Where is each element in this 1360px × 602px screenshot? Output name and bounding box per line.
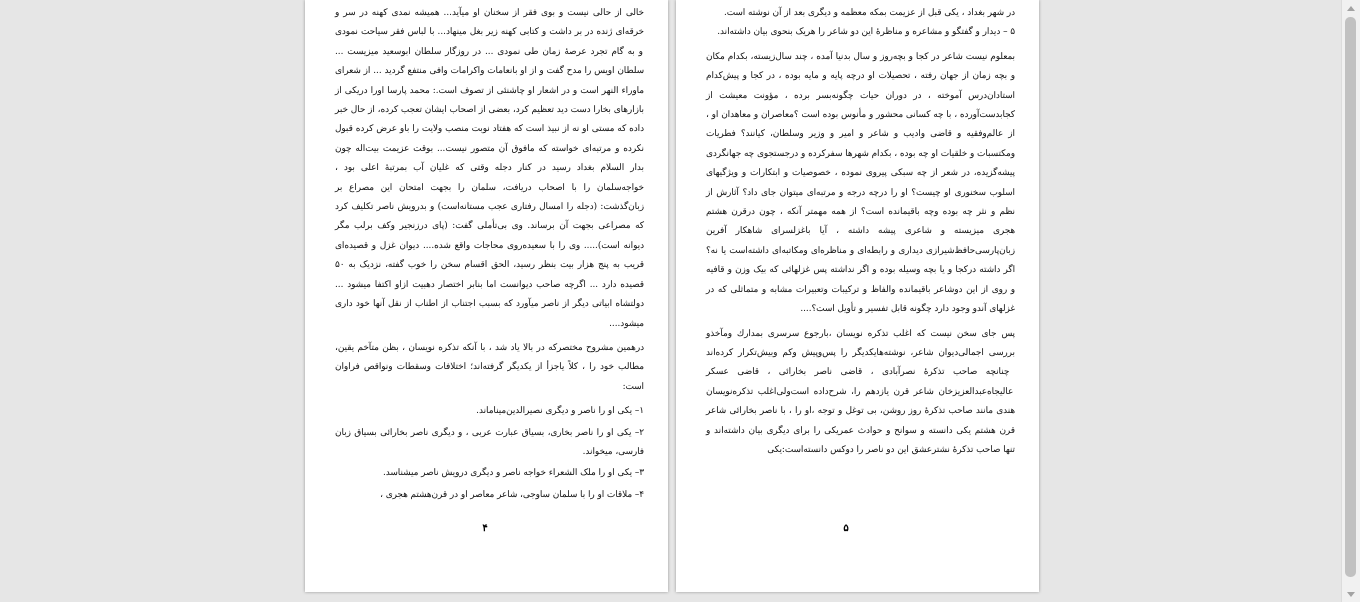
page-number: ۵ <box>843 523 849 534</box>
page-4-text <box>335 4 644 572</box>
text-line: بکدام مکان و بچه زمان از جهان رفته ، تحصیلات او درچه پایه و مایه بوده ، در <box>706 51 1016 82</box>
text-line: وکف برلب مگر دیوانه است)..... وی را با سعیده‌روی محاجات واقع شده.... <box>335 221 644 251</box>
page-5-paragraph-1 <box>706 4 1015 43</box>
text-line: مشابه و متماثلی که در غزلهای آندو وجود دارد چگونه قابل تفسیر و تأویل <box>706 284 1015 315</box>
text-line: داشته‌اند و تنها صاحب تذکرهٔ نشترعشق این دو ناصر را دوکس دانسته‌است:یکی <box>706 425 1015 455</box>
text-line: است. <box>723 8 746 18</box>
text-line: داشته‌اند. <box>717 27 751 38</box>
text-line: گام تجرد عرصهٔ زمان طی نمودی ... در روزگار سلطان ابوسعید میزیست ... <box>335 46 624 57</box>
vertical-scrollbar[interactable] <box>1341 0 1360 602</box>
text-line: ۳– یکی او را ملک الشعراء خواجه ناصر و دیگری درویش ناصر <box>418 468 644 479</box>
text-line: معیشت از کجابدست‌آورده ، با چه کسانی محشور و مأنوس بوده است ؟معاصران <box>706 90 1015 121</box>
text-line: عالیجاه‌عبدالعزیزخان شاعر قرن یازدهم را، شرح‌داده است‌ولی‌اغلب تذکره‌نویسان <box>706 386 1014 397</box>
text-line: ۵ – دیدار و گفتگو و مشاعره و مناظرهٔ این دو شاعر را هریک بنحوی بیان <box>750 27 1015 38</box>
text-line: از حال خبر داده که مستی او نه از نبیذ است که هفتاد نوبت منصب ولایت را باو <box>335 105 644 135</box>
text-line: خوب گفته، نزدیک به ۵۰ قصیده دارد ... اگرچه صاحب دیوانست اما بنابر اختصار <box>335 260 644 290</box>
text-line: درهمین مشروح مختصرکه در بالا یاد شد ، با آنکه تذکره نویسان ، بظن <box>378 342 644 353</box>
text-line: عزیمت بیت‌اله چون بدار السلام بغداد رسید در کنار دجله وقتی که غلیان آب <box>335 143 644 174</box>
scroll-down-arrow-icon[interactable] <box>1342 586 1360 602</box>
text-line: هندی مانند صاحب تذکرهٔ روز روشن، بی توغل و توجه ،او را ، با ناصر بخارائی <box>726 406 1015 417</box>
text-line: آنکه ، چون درقرن هشتم هجری میزیسته و شاعری پیشه داشته ، آیا باغزلسرای <box>706 207 1016 237</box>
text-line: دریکی از بازارهای بخارا دست دید تعظیم کرد، بعضی از اصحاب ایشان تعجب کرده، <box>335 85 644 116</box>
text-line: ومآخذو بررسی اجمالی‌دیوان شاعر، نوشته‌هایکدیگر را پس‌وپیش وکم وبیش‌تکرار <box>706 328 1015 358</box>
page-5-text <box>706 4 1015 572</box>
page-number: ۴ <box>482 523 488 534</box>
text-line: ناصر تکلیف کرد که مصراعی بجهت آن برساند. وی بی‌تأملی گفت: (پای درزنجیر <box>335 202 644 232</box>
scroll-up-arrow-icon[interactable] <box>1342 0 1360 16</box>
text-line: که بیک وزن و قافیه و روی از این دوشاعر باقیمانده والفاظ و ترکیبات وتعبیرات <box>706 265 1015 295</box>
text-line: چه جهانگردی پیشه‌گزیده، در شعر از چه سبکی پیروی نموده ، خصوصیات و <box>706 148 1015 179</box>
list-item <box>335 464 644 483</box>
page-4 <box>305 0 668 592</box>
text-line: بسیاق زبان فارسی، میخواند. <box>335 427 644 457</box>
text-line: شعرای ماوراء النهر است و در اشعار او چاشنئی از تصوف است.: محمد پارسا اورا <box>335 66 644 96</box>
list-item: ۱– یکی او را ناصر و دیگری نصیرالدین‌میناماند. <box>476 406 644 417</box>
text-line: عرض کرده قبول نکرده و مرتبه‌ای خواسته که مافوق آن متصور نیست... بوقت <box>335 124 644 154</box>
page-5 <box>676 0 1039 592</box>
text-line: شاعر قرن هشتم یکی دانسته و سوانح و حوادث عمریکی را برای دیگری بیان <box>706 406 1015 436</box>
page-4-paragraph-2 <box>335 339 644 397</box>
text-line: دهبیت ازاو اکتفا میشود ... دولتشاه ابیاتی دیگر از ناصر میآورد که بسبب اجتناب <box>335 279 644 310</box>
text-line: ونواقص فراوان است: <box>335 362 644 392</box>
text-line: ابتکارات و ویژگیهای اسلوب سخنوری او چیست؟ او را درچه درجه و مرتبه‌ای <box>706 168 1015 198</box>
text-line: کجا و پیش‌کدام استادان‌درس آموخته ، در دوران حیات چگونه‌بسر برده ، مؤونت <box>706 71 1015 101</box>
text-line: بمعلوم نیست شاعر در کجا و بچه‌روز و سال بدنیا آمده ، چند سال‌زیسته، <box>747 51 1015 62</box>
text-line: خالی از حالی نیست و بوی فقر از سخنان او میآید... همیشه نمدی کهنه در سر و خرقه‌ای <box>335 8 644 38</box>
text-line: متآخم یقین، مطالب خود را ، کلاً یاجزأ از یکدیگر گرفته‌اند؛ اختلافات وسقطات <box>335 342 644 373</box>
text-line: و معاهدان او ، از عالم‌وفقیه و قاضی وادیب و شاعر و امیر و وزیر وسلطان، کیانند؟ <box>706 110 1015 140</box>
page-5-paragraph-3 <box>706 325 1015 461</box>
text-line: پس جای سخن نیست که اغلب تذکره نویسان ،بارجوع سرسری بمدارك <box>731 328 1015 339</box>
page-4-paragraph-1 <box>335 4 644 334</box>
text-line: داشته‌است یا نه؟ اگر داشته درکجا و یا بچه وسیله بوده و اگر نداشته پس غزلهائی <box>706 245 1016 276</box>
text-line: شاهکار آفرین زبان‌پارسی‌حافظ‌شیرازی دیداری و رابطه‌ای و مناظره‌ای ومکاتبه‌ای <box>706 226 1015 256</box>
text-line: دیوان غزل و قصیده‌ای قریب به پنج هزار بیت بنظر رسید، الحق اقسام سخن را <box>335 240 644 271</box>
text-line: در شهر بغداد ، یکی قبل از عزیمت بمکه معظمه و دیگری بعد از آن نوشته <box>745 8 1015 18</box>
text-line: است؟.... <box>800 304 835 315</box>
text-line: فطریات ومکتسبات و خلقیات او چه بوده ، بکدام شهرها سفرکرده و درجستجوی <box>706 129 1015 159</box>
text-line: سلطان اویس را مدح گفت و از او بانعامات واکرامات وافی منتفع گردید ... از <box>360 66 644 77</box>
page-5-paragraph-2 <box>706 48 1015 320</box>
text-line: کرده‌اند چنانچه صاحب تذکرهٔ نصرآبادی ، قاضی ناصر بخارائی ، قاضی عسکر <box>706 347 1010 378</box>
text-line: بمرتبهٔ اعلی بود ، خواجه‌سلمان را با اصحاب دریافت، سلمان را بجهت امتحان <box>335 163 644 193</box>
list-item <box>335 424 644 463</box>
text-line: ژنده در بر داشت و کتابی کهنه زیر بغل مینهاد... با لباس فقر سیاحت نمودی و به <box>335 27 643 57</box>
text-line: ۲– یکی او را ناصر بخاری، بسیاق عبارت عربی ، و دیگری ناصر بخارائی <box>376 427 644 438</box>
list-item: ۴– ملاقات او را با سلمان ساوجی، شاعر معاصر او در قرن‌هشتم هجری ، <box>380 489 644 500</box>
text-line: میتوان جای داد؟ آثارش از نظم و نثر چه بوده وچه باقیمانده است؟ از همه مهمتر <box>706 187 1015 218</box>
text-line: از اطناب از نقل آنها خود داری میشود.... <box>335 299 644 329</box>
text-line: میشناسد. <box>383 468 419 479</box>
scrollbar-thumb[interactable] <box>1345 17 1356 577</box>
text-line: این مصراع بر زبان‌گذشت: (دجله را امسال رفتاری عجب مستانه‌است) و بدرویش <box>335 182 645 213</box>
